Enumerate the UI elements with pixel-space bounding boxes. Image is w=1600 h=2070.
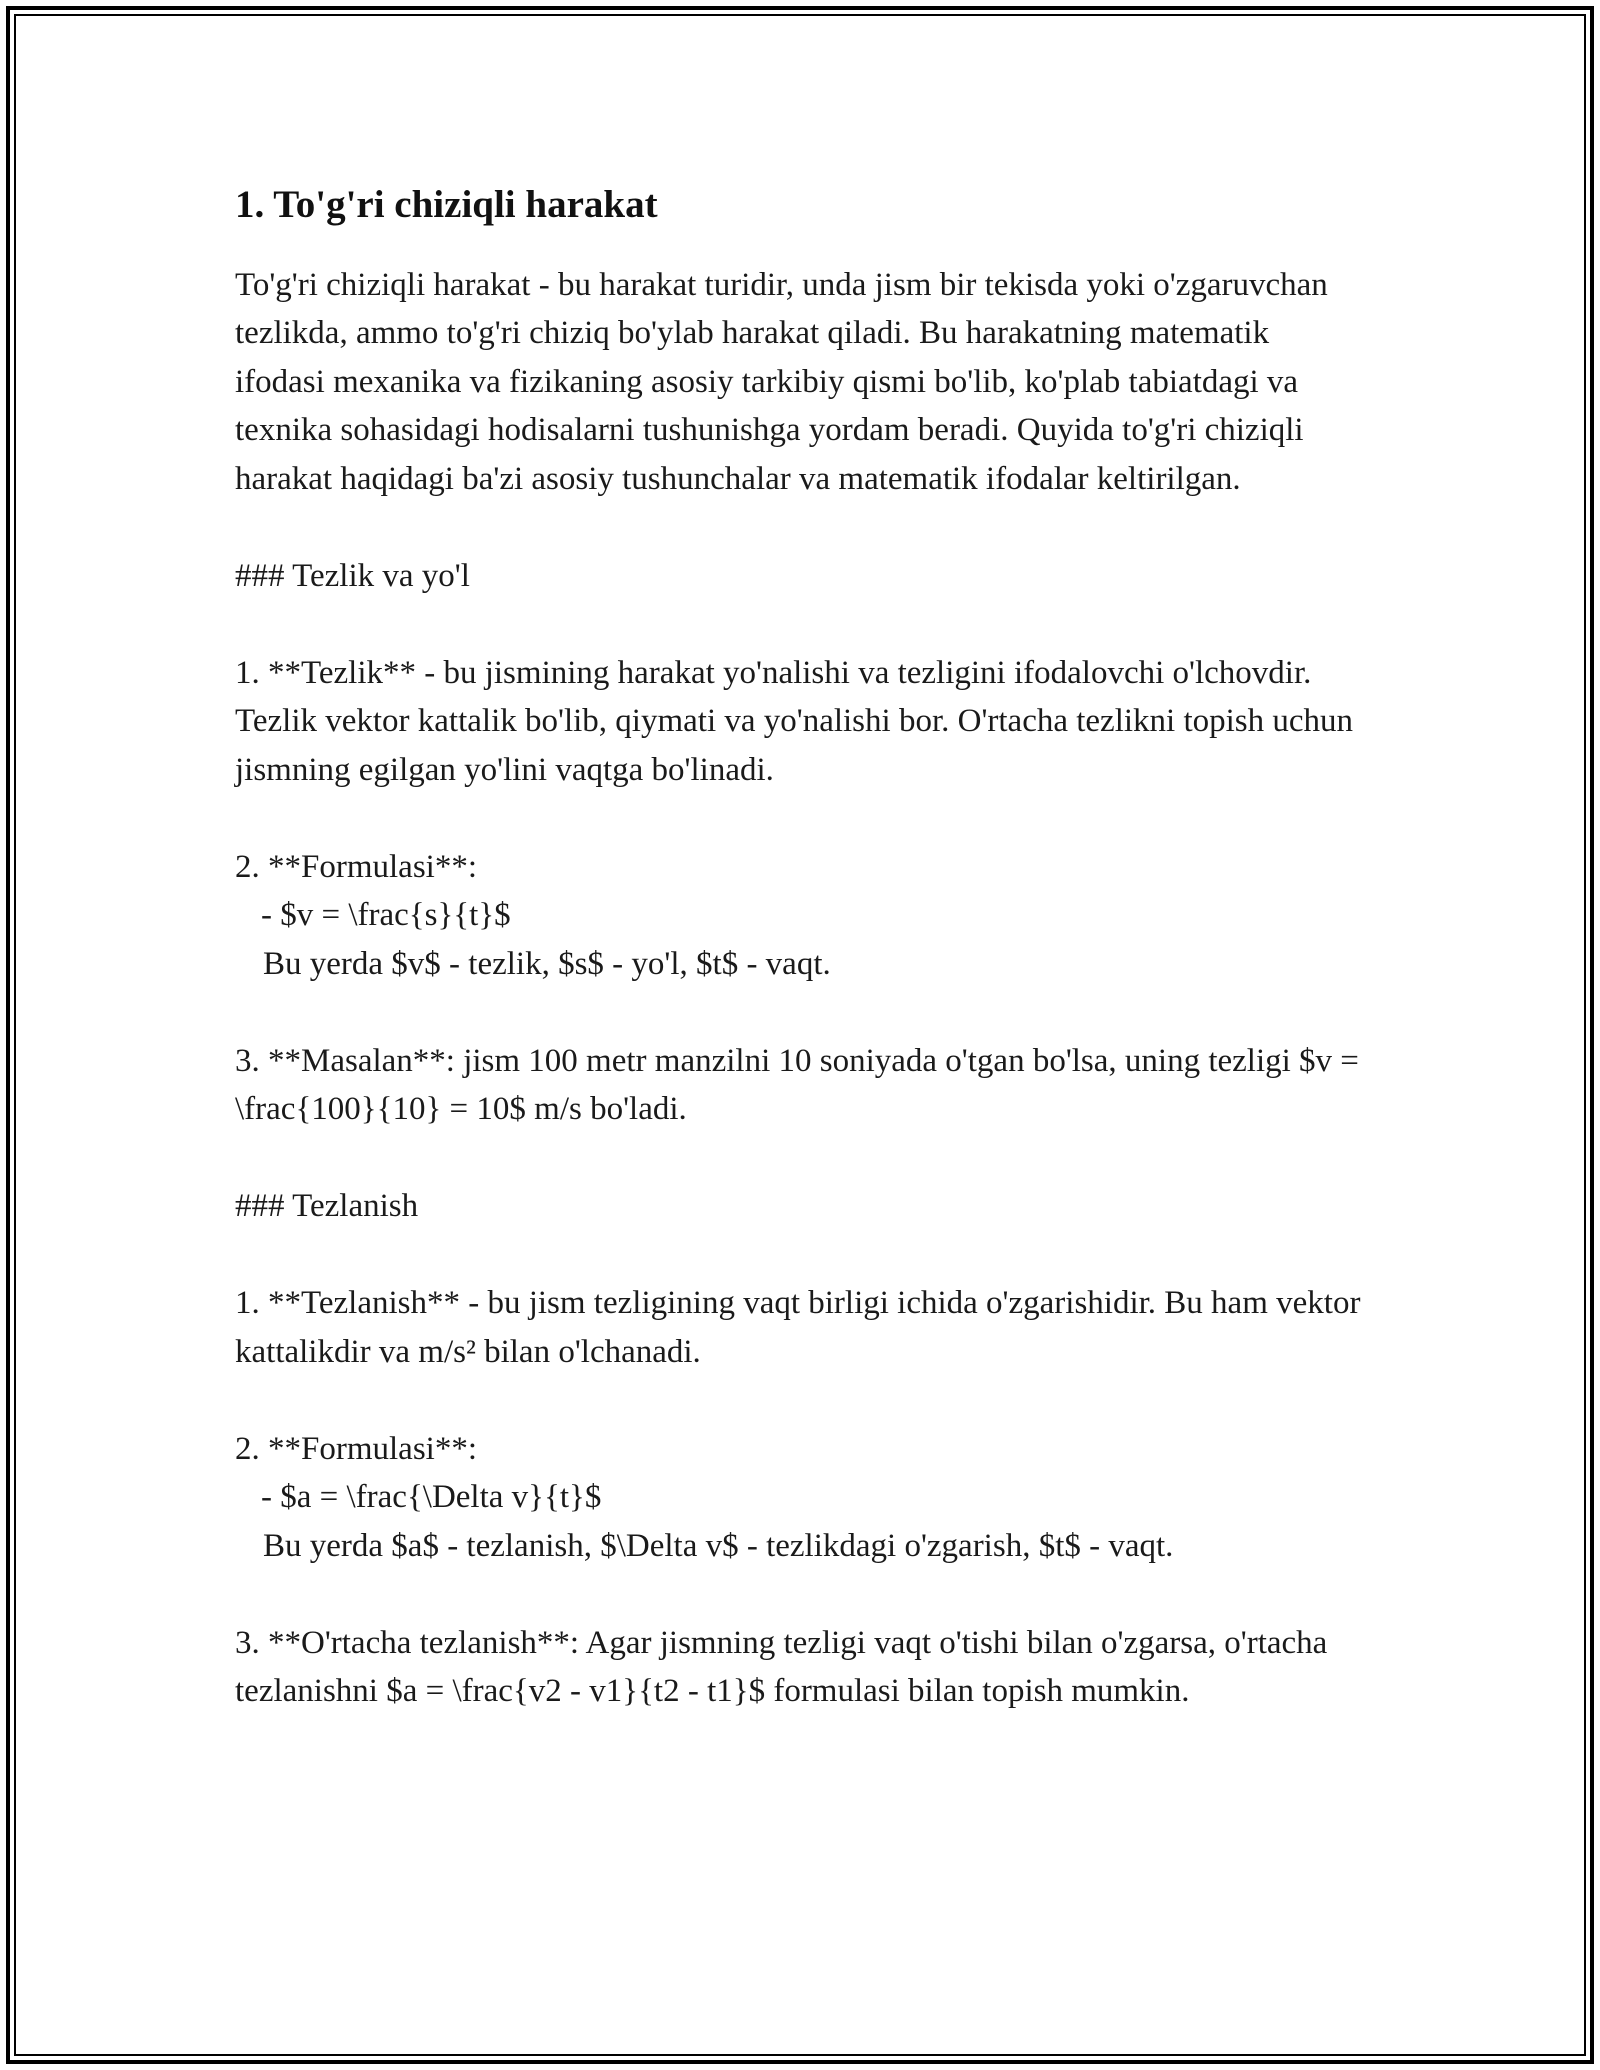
intro-paragraph: To'g'ri chiziqli harakat - bu harakat turidir, unda jism bir tekisda yoki o'zgaruvchan tezlikda, ammo to'g'ri chiziq bo'ylab harakat qiladi. Bu harakatning matematik ifodasi mexanika va fizikaning asosiy tarkibiy qismi bo'lib, ko'plab tabiatdagi va texnika sohasidagi hodisalarni tushunishga yordam beradi. Quyida to'g'ri chiziqli harakat haqidagi ba'zi asosiy tushunchalar va matematik ifodalar keltirilgan. bbox=[235, 266, 1337, 497]
spacer bbox=[235, 1570, 1365, 1619]
spacer bbox=[235, 600, 1365, 649]
acceleration-item-2-label: 2. **Formulasi**: bbox=[235, 1430, 478, 1467]
spacer bbox=[235, 1376, 1365, 1425]
acceleration-formula-note: Bu yerda $a$ - tezlanish, $\Delta v$ - tezlikdagi o'zgarish, $t$ - vaqt. bbox=[263, 1527, 1174, 1564]
spacer bbox=[235, 1134, 1365, 1183]
spacer bbox=[235, 503, 1365, 552]
document-body bbox=[235, 180, 1369, 1716]
velocity-item-2-label: 2. **Formulasi**: bbox=[235, 848, 478, 885]
velocity-item-1: 1. **Tezlik** - bu jismining harakat yo'nalishi va tezligini ifodalovchi o'lchovdir. Tezlik vektor kattalik bo'lib, qiymati va yo'nalishi bor. O'rtacha tezlikni topish uchun jismning egilgan yo'lini vaqtga bo'linadi. bbox=[235, 654, 1362, 788]
velocity-formula-note: Bu yerda $v$ - tezlik, $s$ - yo'l, $t$ - vaqt. bbox=[263, 945, 831, 982]
spacer bbox=[235, 794, 1365, 843]
velocity-item-3: 3. **Masalan**: jism 100 metr manzilni 10 soniyada o'tgan bo'lsa, uning tezligi $v = \frac{100}{10} = 10$ m/s bo'ladi. bbox=[235, 1042, 1368, 1128]
section-heading-velocity: ### Tezlik va yo'l bbox=[235, 557, 470, 594]
acceleration-item-3: 3. **O'rtacha tezlanish**: Agar jismning tezligi vaqt o'tishi bilan o'zgarsa, o'rtacha tezlanishni $a = \frac{v2 - v1}{t2 - t1}$ formulasi bilan topish mumkin. bbox=[235, 1624, 1336, 1710]
spacer bbox=[235, 1231, 1365, 1280]
acceleration-formula: - $a = \frac{\Delta v}{t}$ bbox=[261, 1479, 602, 1516]
document-title: 1. To'g'ri chiziqli harakat bbox=[235, 183, 658, 226]
acceleration-item-1: 1. **Tezlanish** - bu jism tezligining vaqt birligi ichida o'zgarishidir. Bu ham vektor kattalikdir va m/s² bilan o'lchanadi. bbox=[235, 1285, 1369, 1370]
velocity-formula: - $v = \frac{s}{t}$ bbox=[261, 897, 511, 934]
spacer bbox=[235, 988, 1365, 1037]
section-heading-acceleration: ### Tezlanish bbox=[235, 1188, 419, 1225]
